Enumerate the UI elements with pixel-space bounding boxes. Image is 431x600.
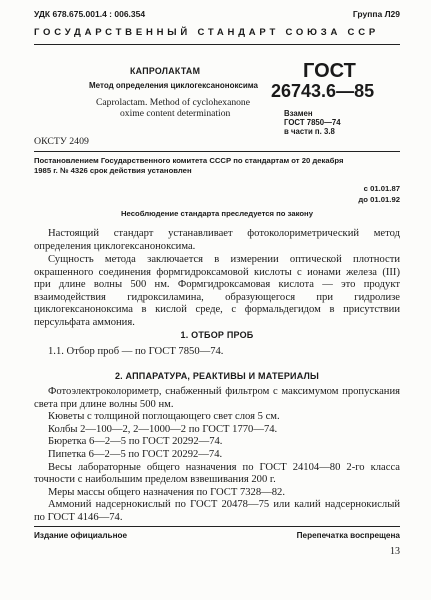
list-item: Весы лабораторные общего назначения по ГОСТ 24104—80 2-го класса точности с наибольшим пределом взвешивания 200 г. [34, 461, 400, 486]
intro-paragraph-2: Сущность метода заключается в измерении оптической плотности окрашенного соединения формгидроксамовой кислоты с ионами железа (III) при длине волны 500 нм. Формгидроксамовая кислота — это продукт взаимодействия гидроксиламина, образующегося при гидролизе циклогексаноноксима в кислой среде, с формальдегидом в присутствии персульфата аммония. [34, 254, 400, 328]
intro-paragraph-1: Настоящий стандарт устанавливает фотоколориметрический метод определения циклогексаноноксима. [34, 228, 400, 252]
equipment-list [34, 386, 400, 525]
english-title-line2: oxime content determination [120, 108, 231, 119]
list-item: Бюретка 6—2—5 по ГОСТ 20292—74. [48, 436, 223, 448]
valid-to-date: до 01.01.92 [358, 195, 400, 204]
section-1-heading: 1. ОТБОР ПРОБ [180, 330, 254, 340]
decree-line-2: 1985 г. № 4326 срок действия установлен [34, 166, 192, 175]
okstu-code: ОКСТУ 2409 [34, 136, 89, 147]
document-subtitle: Метод определения циклогексаноноксима [89, 81, 258, 90]
official-edition-label: Издание официальное [34, 531, 128, 540]
page-number: 13 [390, 546, 400, 557]
reprint-prohibited-label: Перепечатка воспрещена [296, 531, 400, 540]
list-item: Аммоний надсернокислый по ГОСТ 20478—75 или калий надсернокислый по ГОСТ 4146—74. [34, 499, 400, 523]
replaces-part: в части п. 3.8 [284, 127, 335, 136]
group-code: Группа Л29 [352, 9, 400, 19]
legal-warning: Несоблюдение стандарта преследуется по закону [121, 209, 313, 218]
udk-code: УДК 678.675.001.4 : 006.354 [34, 9, 146, 19]
english-title-line1: Caprolactam. Method of cyclohexanone [96, 97, 250, 108]
list-item: Пипетка 6—2—5 по ГОСТ 20292—74. [48, 448, 223, 460]
title-rule [34, 151, 400, 152]
document-title: КАПРОЛАКТАМ [130, 66, 201, 76]
list-item: Кюветы с толщиной поглощающего свет слоя 5 см. [48, 411, 280, 423]
replaces-label: Взамен [284, 109, 313, 118]
footer-rule [34, 526, 400, 527]
list-item: Меры массы общего назначения по ГОСТ 7328—82. [48, 486, 285, 498]
replaces-value: ГОСТ 7850—74 [284, 118, 341, 127]
header-rule [34, 44, 400, 45]
valid-from-date: с 01.01.87 [363, 184, 400, 193]
list-item: Фотоэлектроколориметр, снабженный фильтром с максимумом пропускания света при длине волны 500 нм. [34, 386, 400, 410]
section-1-item: 1.1. Отбор проб — по ГОСТ 7850—74. [48, 346, 224, 357]
gost-label: ГОСТ [303, 60, 356, 82]
gost-number: 26743.6—85 [271, 81, 375, 101]
list-item: Колбы 2—100—2, 2—1000—2 по ГОСТ 1770—74. [48, 423, 278, 435]
section-2-heading: 2. АППАРАТУРА, РЕАКТИВЫ И МАТЕРИАЛЫ [114, 371, 320, 381]
state-standard-banner: ГОСУДАРСТВЕННЫЙ СТАНДАРТ СОЮЗА ССР [34, 27, 380, 38]
decree-line-1: Постановлением Государственного комитета СССР по стандартам от 20 декабря [34, 156, 344, 165]
